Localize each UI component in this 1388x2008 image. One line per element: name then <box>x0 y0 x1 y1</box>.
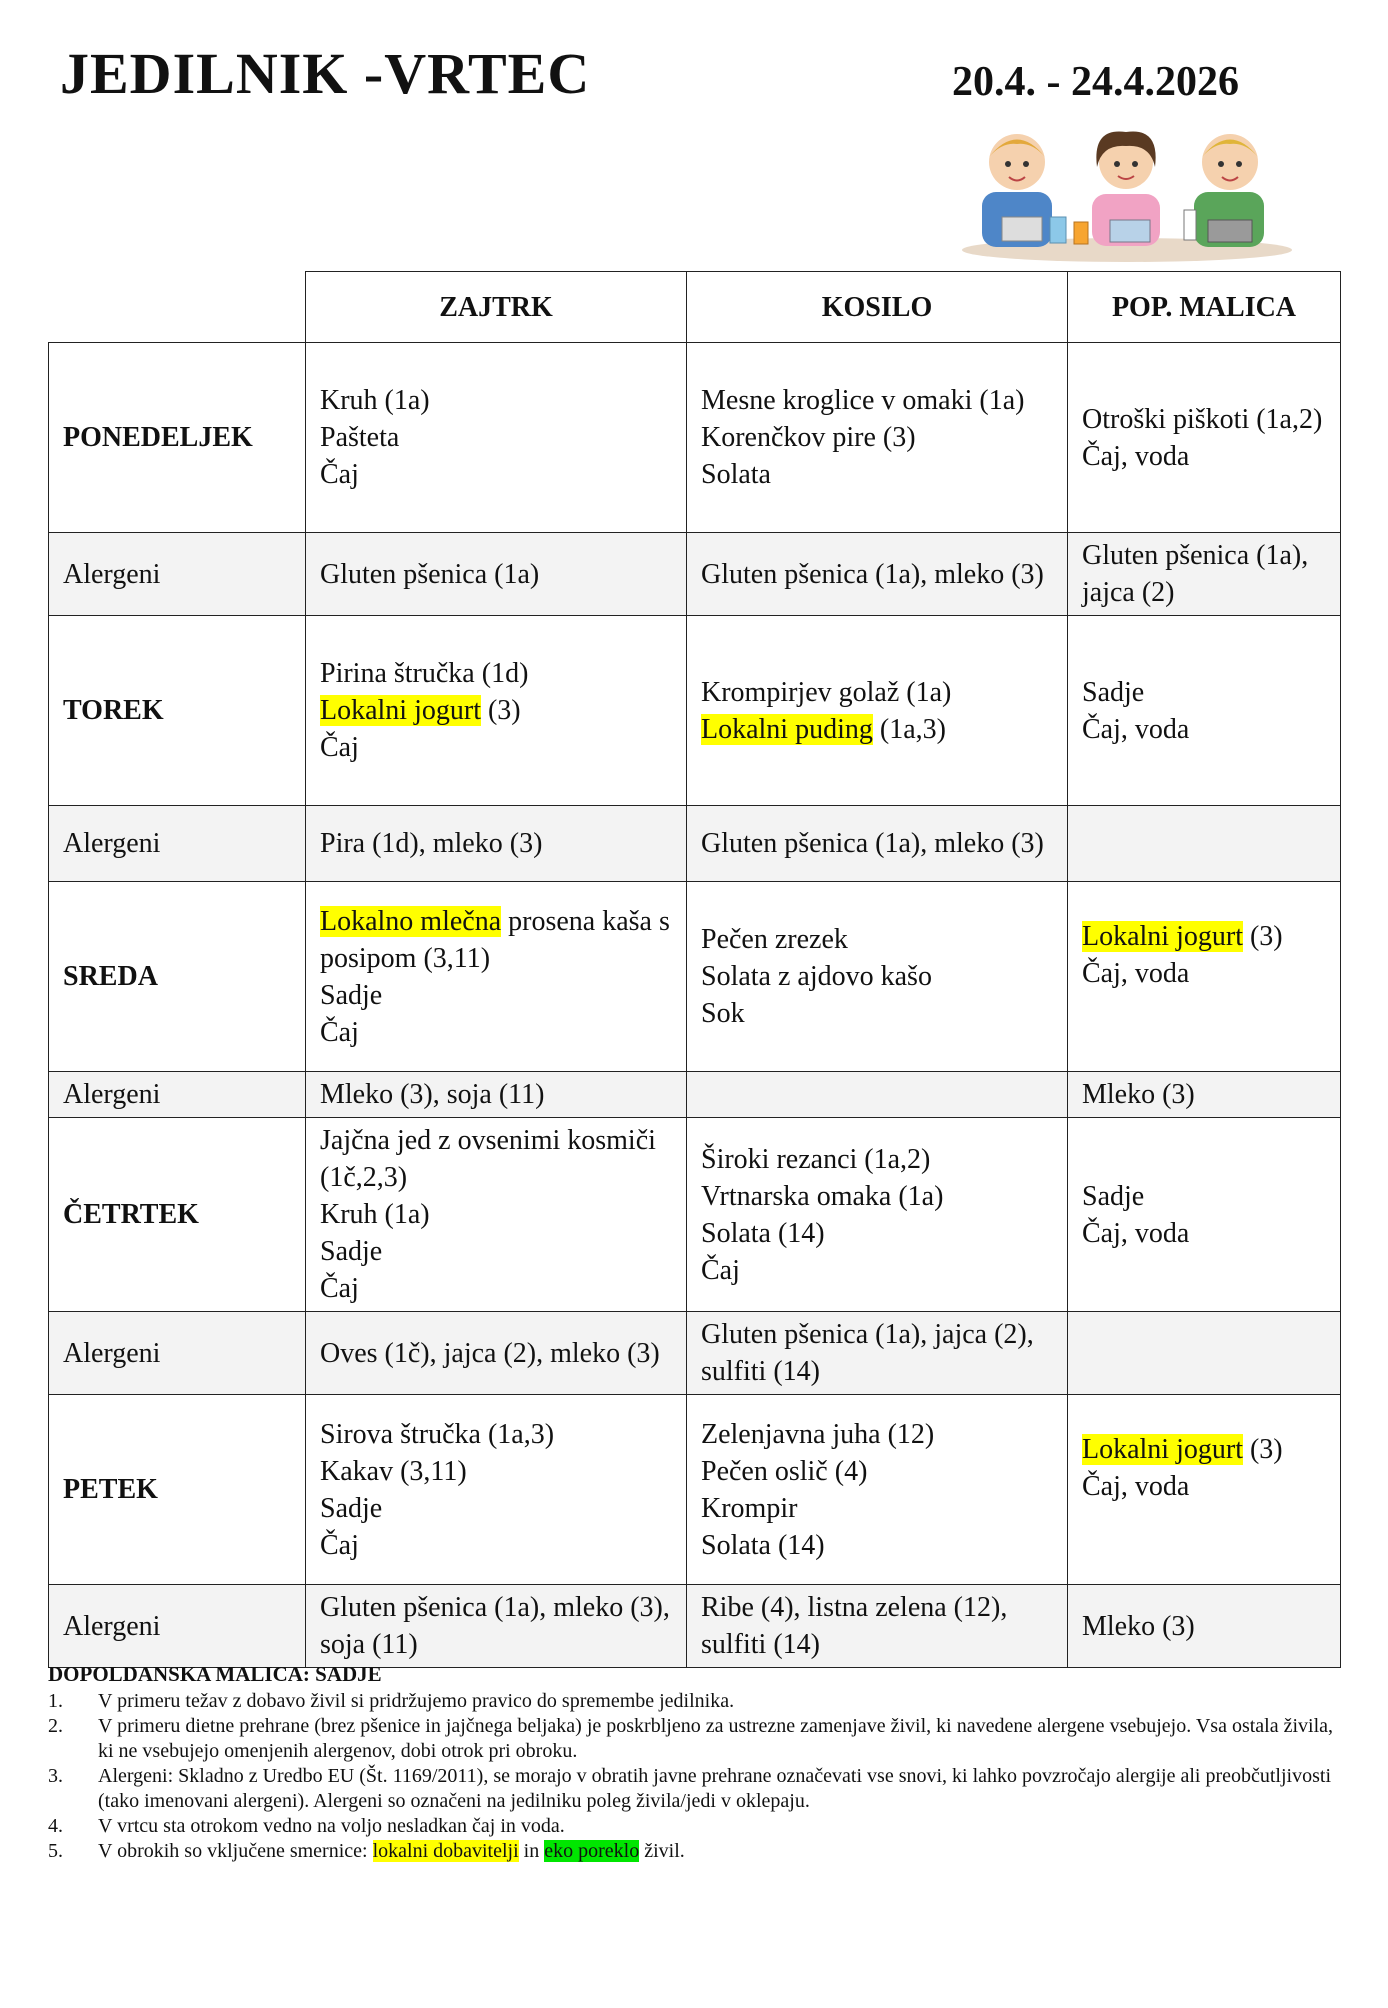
meal-item: Čaj <box>320 732 359 763</box>
allergen-code: (3) <box>480 695 521 726</box>
alergeni-kosilo: Ribe (4), listna zelena (12), sulfiti (14) <box>687 1585 1068 1668</box>
header-malica: POP. MALICA <box>1068 272 1341 343</box>
table-header-row <box>49 272 1341 343</box>
meal-item <box>320 692 672 729</box>
meal-item: Pečen zrezek <box>701 924 848 955</box>
meal-item: Pašteta <box>320 422 400 453</box>
zajtrk-cell <box>306 1118 687 1312</box>
note-item <box>48 1764 1338 1814</box>
meal-item: Čaj, voda <box>1082 1471 1190 1502</box>
meal-item: Čaj <box>320 1529 359 1561</box>
meal-item: Pirina štručka (1d) <box>320 658 529 689</box>
meal-item: Čaj, voda <box>1082 958 1190 989</box>
note-item <box>48 1689 1338 1714</box>
alergeni-malica: Gluten pšenica (1a), jajca (2) <box>1068 533 1341 616</box>
day-row-ponedeljek <box>49 343 1341 533</box>
meal-item: Sadje <box>320 1236 383 1267</box>
meal-item: Zelenjavna juha (12) <box>701 1418 935 1450</box>
meal-item: Sadje <box>1082 1180 1145 1212</box>
kosilo-cell <box>687 616 1068 806</box>
meal-item: Čaj, voda <box>1082 713 1190 745</box>
alergeni-zajtrk: Gluten pšenica (1a), mleko (3), soja (11) <box>306 1585 687 1668</box>
day-row-petek <box>49 1395 1341 1585</box>
meal-item <box>1082 1431 1326 1468</box>
alergeni-row <box>49 533 1341 616</box>
meal-item: Čaj <box>320 1016 359 1048</box>
zajtrk-cell <box>306 1395 687 1585</box>
day-label: PONEDELJEK <box>49 343 306 533</box>
meal-item: Čaj <box>320 1273 359 1304</box>
local-highlight: Lokalni jogurt <box>1082 1434 1243 1465</box>
alergeni-row <box>49 806 1341 882</box>
meal-item: Pečen oslič (4) <box>701 1455 868 1487</box>
kosilo-cell <box>687 882 1068 1072</box>
note-text: V primeru težav z dobavo živil si pridržujemo pravico do spremembe jedilnika. <box>98 1690 735 1712</box>
alergeni-label: Alergeni <box>49 1072 306 1118</box>
local-highlight: Lokalno mlečna <box>320 905 502 937</box>
note-text: živil. <box>639 1840 685 1862</box>
notes-heading: DOPOLDANSKA MALICA: SADJE <box>48 1662 382 1686</box>
header-kosilo: KOSILO <box>687 272 1068 343</box>
day-row-cetrtek <box>49 1118 1341 1312</box>
date-range: 20.4. - 24.4.2026 <box>952 59 1239 105</box>
meal-item <box>320 903 672 977</box>
malica-cell <box>1068 1118 1341 1312</box>
zajtrk-cell <box>306 882 687 1072</box>
alergeni-kosilo <box>687 1072 1068 1118</box>
alergeni-kosilo: Gluten pšenica (1a), mleko (3) <box>687 806 1068 882</box>
allergen-code: (1a,3) <box>872 713 946 745</box>
meal-item: Široki rezanci (1a,2) <box>701 1143 931 1175</box>
notes-section <box>48 1662 1338 1864</box>
note-number: 4. <box>48 1815 63 1837</box>
day-row-torek <box>49 616 1341 806</box>
meal-item: Kruh (1a) <box>320 385 430 416</box>
alergeni-zajtrk: Pira (1d), mleko (3) <box>306 806 687 882</box>
malica-cell <box>1068 343 1341 533</box>
meal-item: Sok <box>701 998 745 1029</box>
alergeni-label: Alergeni <box>49 806 306 882</box>
note-item <box>48 1714 1338 1764</box>
meal-item: Sadje <box>320 1492 383 1524</box>
alergeni-label: Alergeni <box>49 1312 306 1395</box>
day-label: PETEK <box>49 1395 306 1585</box>
meal-item: Čaj, voda <box>1082 440 1190 472</box>
empty-corner-cell <box>49 272 306 343</box>
meal-item: Solata (14) <box>701 1217 825 1249</box>
note-text: V vrtcu sta otrokom vedno na voljo nesladkan čaj in voda. <box>98 1815 565 1837</box>
malica-cell <box>1068 882 1341 1072</box>
meal-text: prosena kaša s posipom (3,11) <box>320 905 670 974</box>
menu-table <box>48 271 1341 1668</box>
alergeni-malica <box>1068 806 1341 882</box>
meal-item: Krompir <box>701 1492 798 1524</box>
meal-item: Čaj <box>701 1254 740 1286</box>
note-number: 5. <box>48 1840 63 1862</box>
note-number: 1. <box>48 1690 63 1712</box>
meal-item: Otroški piškoti (1a,2) <box>1082 403 1323 435</box>
alergeni-malica <box>1068 1312 1341 1395</box>
meal-item: Mesne kroglice v omaki (1a) <box>701 385 1025 416</box>
day-label: ČETRTEK <box>49 1118 306 1312</box>
meal-item: Solata (14) <box>701 1529 825 1561</box>
local-highlight: Lokalni puding <box>701 713 873 745</box>
note-number: 3. <box>48 1765 63 1787</box>
note-number: 2. <box>48 1715 63 1737</box>
note-text: in <box>518 1840 545 1862</box>
alergeni-row <box>49 1072 1341 1118</box>
alergeni-malica: Mleko (3) <box>1068 1072 1341 1118</box>
meal-item: Korenčkov pire (3) <box>701 422 916 453</box>
alergeni-zajtrk: Oves (1č), jajca (2), mleko (3) <box>306 1312 687 1395</box>
allergen-code: (3) <box>1242 921 1283 952</box>
eco-origin-highlight: eko poreklo <box>544 1840 640 1862</box>
alergeni-row <box>49 1312 1341 1395</box>
meal-item: Solata <box>701 459 771 490</box>
alergeni-malica: Mleko (3) <box>1068 1585 1341 1668</box>
local-highlight: Lokalni jogurt <box>1082 921 1243 952</box>
day-label: TOREK <box>49 616 306 806</box>
alergeni-zajtrk: Mleko (3), soja (11) <box>306 1072 687 1118</box>
meal-item: Čaj <box>320 459 359 490</box>
malica-cell <box>1068 616 1341 806</box>
header-zajtrk: ZAJTRK <box>306 272 687 343</box>
meal-item: Jajčna jed z ovsenimi kosmiči (1č,2,3) <box>320 1125 656 1193</box>
note-text: Alergeni: Skladno z Uredbo EU (Št. 1169/2011), se morajo v obratih javne prehrane označevati vse snovi, ki lahko povzročajo alergije ali preobčutljivosti (tako imenovani alergeni). Alergeni so označeni na jedilniku poleg živila/jedi v oklepaju. <box>98 1765 1331 1812</box>
page-title: JEDILNIK -VRTEC <box>60 41 591 106</box>
meal-item <box>1082 918 1326 955</box>
note-text: V primeru dietne prehrane (brez pšenice in jajčnega beljaka) je poskrbljeno za ustrezne zamenjave živil, ki navedene alergene vsebujejo. Vsa ostala živila, ki ne vsebujejo omenjenih alergenov, dobi otrok pri obroku. <box>98 1715 1334 1762</box>
alergeni-label: Alergeni <box>49 533 306 616</box>
meal-item <box>701 711 1053 748</box>
allergen-code: (3) <box>1242 1434 1283 1465</box>
zajtrk-cell <box>306 343 687 533</box>
alergeni-kosilo: Gluten pšenica (1a), mleko (3) <box>687 533 1068 616</box>
note-text: V obrokih so vključene smernice: <box>98 1840 373 1862</box>
note-item <box>48 1814 1338 1839</box>
malica-cell <box>1068 1395 1341 1585</box>
meal-item: Sirova štručka (1a,3) <box>320 1418 555 1450</box>
zajtrk-cell <box>306 616 687 806</box>
meal-item: Kakav (3,11) <box>320 1455 467 1487</box>
meal-item: Čaj, voda <box>1082 1217 1190 1249</box>
meal-item: Sadje <box>320 979 383 1011</box>
children-eating-icon <box>962 122 1292 262</box>
meal-item: Sadje <box>1082 676 1145 708</box>
note-item <box>48 1839 1338 1864</box>
alergeni-row <box>49 1585 1341 1668</box>
local-suppliers-highlight: lokalni dobavitelji <box>372 1840 519 1862</box>
day-label: SREDA <box>49 882 306 1072</box>
meal-item: Solata z ajdovo kašo <box>701 961 932 992</box>
alergeni-zajtrk: Gluten pšenica (1a) <box>306 533 687 616</box>
alergeni-kosilo: Gluten pšenica (1a), jajca (2), sulfiti (14) <box>687 1312 1068 1395</box>
meal-item: Kruh (1a) <box>320 1199 430 1230</box>
kosilo-cell <box>687 343 1068 533</box>
meal-item: Vrtnarska omaka (1a) <box>701 1180 944 1212</box>
meal-item: Krompirjev golaž (1a) <box>701 676 952 708</box>
kosilo-cell <box>687 1118 1068 1312</box>
alergeni-label: Alergeni <box>49 1585 306 1668</box>
local-highlight: Lokalni jogurt <box>320 695 481 726</box>
day-row-sreda <box>49 882 1341 1072</box>
kosilo-cell <box>687 1395 1068 1585</box>
